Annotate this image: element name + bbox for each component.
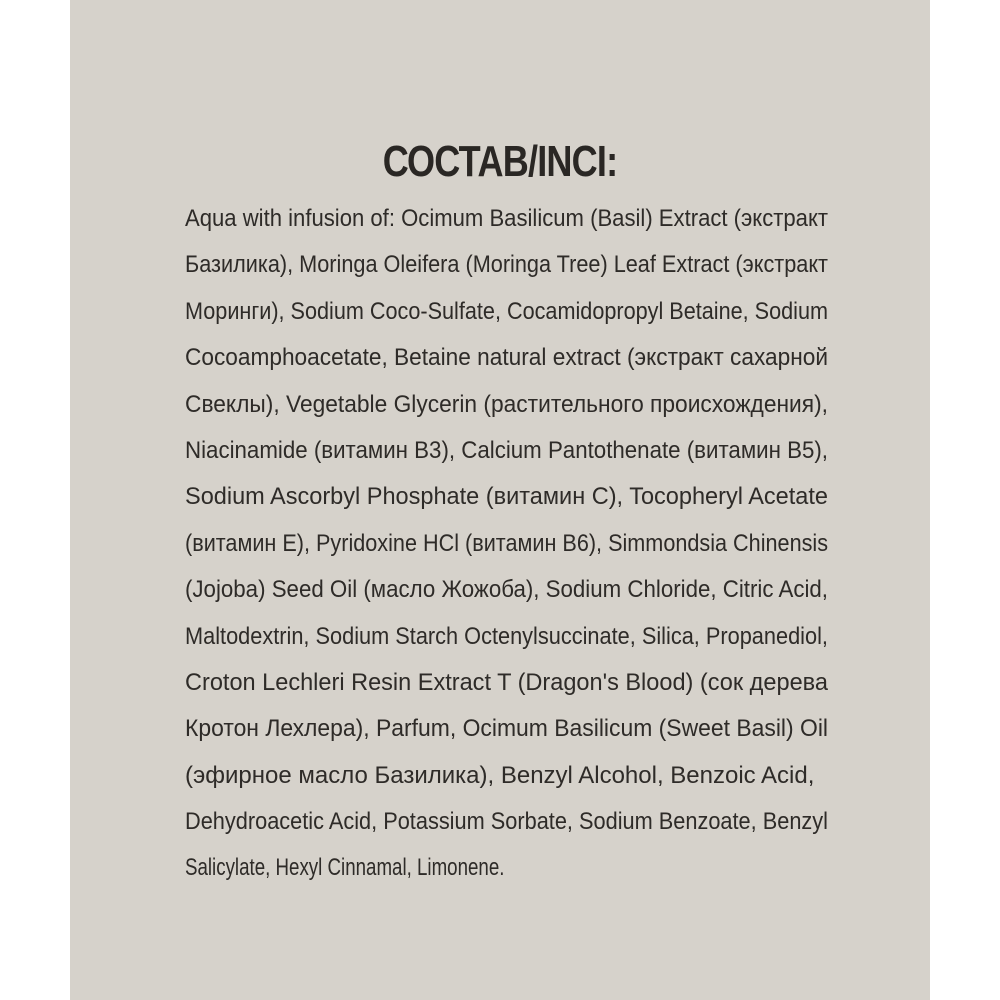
ingredients-text <box>185 196 828 892</box>
ingredients-line: Croton Lechleri Resin Extract T (Dragon's Blood) (сок дерева <box>185 668 829 696</box>
ingredients-line: Свеклы), Vegetable Glycerin (растительного происхождения), <box>185 390 829 418</box>
ingredients-line: Sodium Ascorbyl Phosphate (витамин C), Tocopheryl Acetate <box>185 483 829 511</box>
ingredients-line: Cocoamphoacetate, Betaine natural extract (экстракт сахарной <box>185 344 828 372</box>
ingredients-panel <box>70 0 930 1000</box>
ingredients-line: Salicylate, Hexyl Cinnamal, Limonene. <box>185 854 505 882</box>
ingredients-line: (Jojoba) Seed Oil (масло Жожоба), Sodium Chloride, Citric Acid, <box>185 576 828 604</box>
ingredients-title: СОСТАВ/INCI: <box>382 137 618 186</box>
ingredients-line: Maltodextrin, Sodium Starch Octenylsuccinate, Silica, Propanediol, <box>185 622 828 650</box>
ingredients-line: Моринги), Sodium Coco-Sulfate, Cocamidopropyl Betaine, Sodium <box>185 297 829 325</box>
ingredients-line: Niacinamide (витамин B3), Calcium Pantothenate (витамин B5), <box>185 436 828 464</box>
ingredients-line: (витамин E), Pyridoxine HCl (витамин B6), Simmondsia Chinensis <box>185 529 829 557</box>
ingredients-line: Dehydroacetic Acid, Potassium Sorbate, Sodium Benzoate, Benzyl <box>185 808 829 836</box>
ingredients-line: Кротон Лехлера), Parfum, Ocimum Basilicum (Sweet Basil) Oil <box>185 715 829 743</box>
ingredients-line: Aqua with infusion of: Ocimum Basilicum (Basil) Extract (экстракт <box>185 205 828 232</box>
ingredients-line: (эфирное масло Базилика), Benzyl Alcohol, Benzoic Acid, <box>185 761 815 789</box>
ingredients-line: Базилика), Moringa Oleifera (Moringa Tree) Leaf Extract (экстракт <box>185 251 828 279</box>
